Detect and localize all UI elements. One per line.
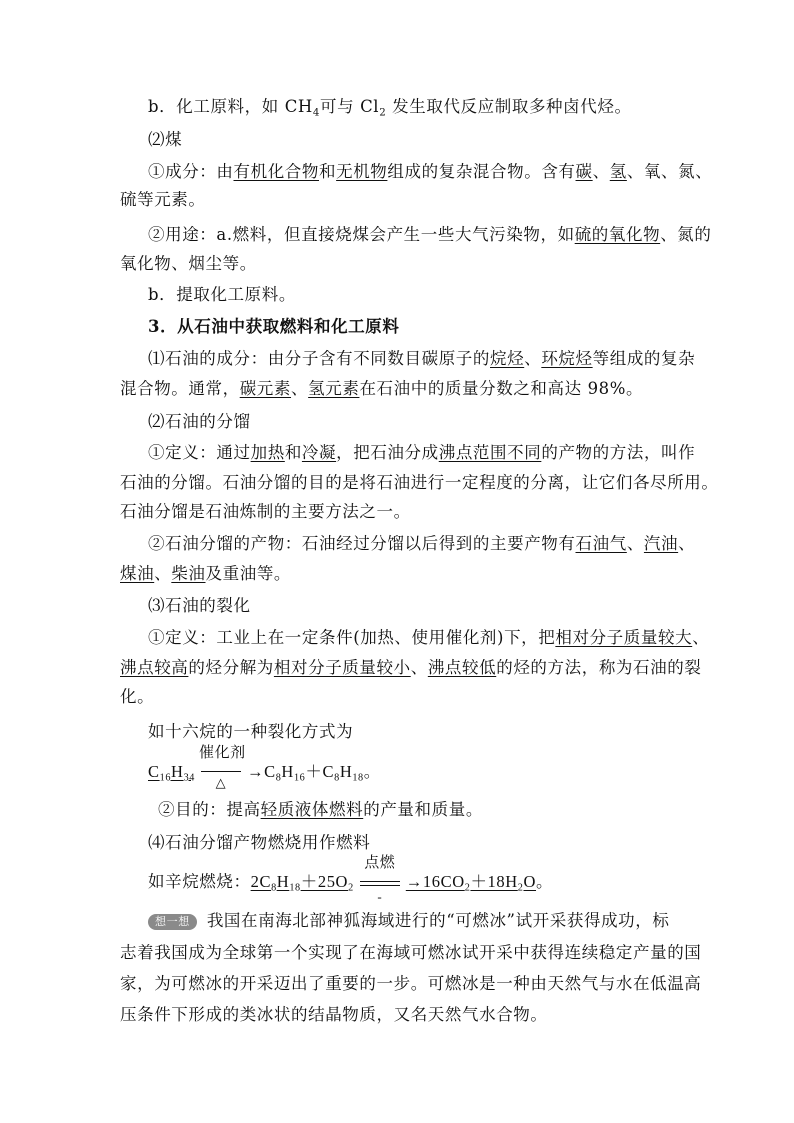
think-paragraph-cont3: 压条件下形成的类冰状的结晶物质，又名天然气水合物。 [120, 1005, 548, 1024]
cracking-equation: $C_{16}H_{34}$ 催化剂 △ $\to C_8H_{16}+C_8H_{18}$。 [148, 745, 381, 791]
reactants: $2C_8H_{18}+25O_2$ [250, 872, 354, 894]
think-paragraph-cont2: 家，为可燃冰的开采迈出了重要的一步。可燃冰是一种由天然气与水在低温高 [120, 974, 702, 993]
cracking-example: 如十六烷的一种裂化方式为 [148, 722, 354, 741]
fractionation-products-cont: 煤油、柴油及重油等。 [120, 564, 292, 583]
think-tag: 想一想 [148, 914, 197, 930]
cracking-heading: ⑶石油的裂化 [148, 596, 251, 615]
coal-composition-cont: 硫等元素。 [120, 190, 206, 209]
cracking-definition: ①定义：工业上在一定条件(加热、使用催化剂)下，把相对分子质量较大、 [148, 628, 710, 647]
coal-composition: ①成分：由有机化合物和无机物组成的复杂混合物。含有碳、氢、氧、氮、 [148, 162, 713, 181]
reaction-condition: 催化剂 △ [198, 745, 246, 791]
fractionation-products: ②石油分馏的产物：石油经过分馏以后得到的主要产物有石油气、汽油、 [148, 534, 696, 553]
coal-feedstock: b．提取化工原料。 [148, 285, 296, 304]
octane-combustion-equation: 如辛烷燃烧：$2C_8H_{18}+25O_2$ 点燃 - $\to 16CO_2+18H_2O$。 [148, 855, 554, 905]
products: $\to 16CO_2+18H_2O$ [405, 872, 537, 894]
cracking-purpose: ②目的：提高轻质液体燃料的产量和质量。 [158, 800, 483, 819]
reactant-hexadecane: $C_{16}H_{34}$ [148, 762, 195, 784]
fractionation-definition-cont: 石油的分馏。石油分馏的目的是将石油进行一定程度的分离，让它们各尽所用。 [120, 473, 719, 492]
cracking-definition-cont: 沸点较高的烃分解为相对分子质量较小、沸点较低的烃的方法，称为石油的裂 [120, 658, 702, 677]
cracking-definition-cont2: 化。 [120, 687, 155, 706]
text-line-chem-feedstock: b．化工原料，如 $CH_4$可与 $Cl_2$ 发生取代反应制取多种卤代烃。 [148, 97, 632, 119]
coal-heading: ⑵煤 [148, 130, 183, 149]
oil-composition: ⑴石油的成分：由分子含有不同数目碳原子的烷烃、环烷烃等组成的复杂 [148, 349, 696, 368]
coal-use-cont: 氧化物、烟尘等。 [120, 254, 257, 273]
oil-composition-cont: 混合物。通常，碳元素、氢元素在石油中的质量分数之和高达 98%。 [120, 379, 644, 398]
section-heading-3: 3．从石油中获取燃料和化工原料 [148, 317, 400, 336]
coal-use: ②用途：a.燃料，但直接烧煤会产生一些大气污染物，如硫的氧化物、氮的 [148, 225, 712, 244]
think-paragraph-cont: 志着我国成为全球第一个实现了在海域可燃冰试开采中获得连续稳定产量的国 [120, 943, 702, 962]
fractionation-definition-cont2: 石油分馏是石油炼制的主要方法之一。 [120, 502, 411, 521]
fractionation-heading: ⑵石油的分馏 [148, 412, 251, 431]
fuel-heading: ⑷石油分馏产物燃烧用作燃料 [148, 833, 371, 852]
think-paragraph: 想一想 我国在南海北部神狐海域进行的“可燃冰”试开采获得成功，标 [148, 909, 669, 933]
fractionation-definition: ①定义：通过加热和冷凝，把石油分成沸点范围不同的产物的方法，叫作 [148, 443, 696, 462]
reaction-condition: 点燃 - [358, 871, 402, 895]
